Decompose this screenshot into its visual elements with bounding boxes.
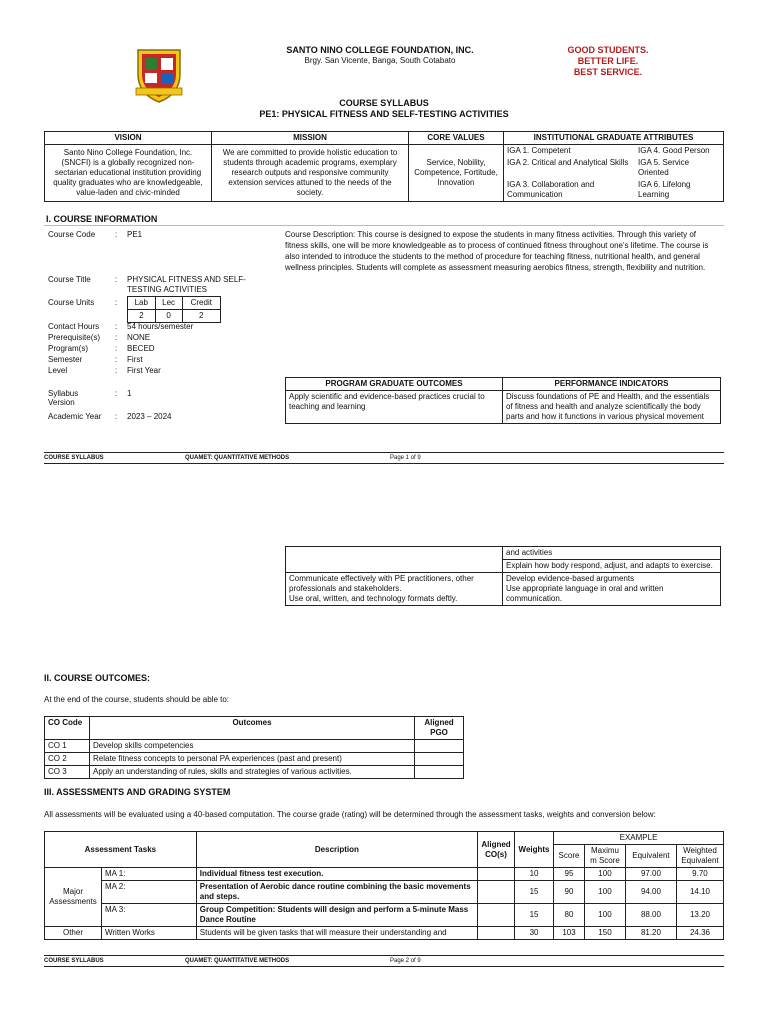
- indicator-cell: and activities: [503, 547, 721, 560]
- course-title-heading: PE1: PHYSICAL FITNESS AND SELF-TESTING ACTIVITIES: [259, 109, 509, 119]
- task-max: 150: [585, 927, 626, 940]
- academic-year-label: Academic Year: [48, 412, 102, 421]
- core-values-heading: CORE VALUES: [409, 132, 504, 145]
- semester-label: Semester: [48, 355, 83, 364]
- program-label: Program(s): [48, 344, 89, 353]
- mission-heading: MISSION: [212, 132, 409, 145]
- colon: :: [115, 344, 118, 353]
- co-aligned: [415, 740, 464, 753]
- colon: :: [115, 322, 118, 331]
- task-co: [478, 927, 515, 940]
- co-code: CO 1: [45, 740, 90, 753]
- colon: :: [115, 412, 118, 421]
- units-value: 0: [155, 310, 182, 323]
- task-weighted: 14.10: [676, 881, 723, 904]
- task-name: Written Works: [101, 927, 196, 940]
- task-name: MA 3:: [101, 904, 196, 927]
- task-equivalent: 88.00: [625, 904, 676, 927]
- task-max: 100: [585, 881, 626, 904]
- co-outcome: Relate fitness concepts to personal PA experiences (past and present): [90, 753, 415, 766]
- task-co: [478, 904, 515, 927]
- course-info-heading: I. COURSE INFORMATION: [46, 214, 158, 224]
- iga-item: IGA 3. Collaboration and Communication: [504, 179, 636, 202]
- co-aligned: [415, 766, 464, 779]
- co-aligned: [415, 753, 464, 766]
- iga-heading: INSTITUTIONAL GRADUATE ATTRIBUTES: [504, 132, 724, 145]
- equivalent-header: Equivalent: [625, 845, 676, 868]
- co-outcome: Apply an understanding of rules, skills and strategies of various activities.: [90, 766, 415, 779]
- pgo-text: Use oral, written, and technology formats deftly.: [289, 594, 458, 603]
- prerequisite-value: NONE: [127, 333, 151, 342]
- co-code-header: CO Code: [45, 717, 90, 740]
- task-weight: 30: [515, 927, 554, 940]
- task-weighted: 13.20: [676, 904, 723, 927]
- footer-mid: QUAMET: QUANTITATIVE METHODS: [185, 958, 290, 964]
- document-title: COURSE SYLLABUS: [339, 98, 429, 108]
- colon: :: [115, 230, 118, 239]
- task-score: 95: [554, 868, 585, 881]
- program-value: BECED: [127, 344, 155, 353]
- units-header: Lec: [155, 297, 182, 310]
- units-table: [127, 296, 221, 323]
- table-row: [45, 753, 464, 766]
- table-row: [45, 881, 724, 904]
- aligned-pgo-header: Aligned PGO: [415, 717, 464, 740]
- task-equivalent: 97.00: [625, 868, 676, 881]
- table-row: [45, 766, 464, 779]
- vision-mission-table: [44, 131, 724, 202]
- score-header: Score: [554, 845, 585, 868]
- colon: :: [115, 389, 118, 398]
- academic-year-value: 2023 – 2024: [127, 412, 172, 421]
- task-name: MA 1:: [101, 868, 196, 881]
- school-logo: [132, 44, 186, 104]
- course-description: Course Description: This course is designed to expose the students in many fitness activities. Through this variety of fitness skills, one will be more knowledgeable as to process of continued fitness throughout one's lifetime. The course is also intended to introduce the students to the method of procedure for teaching fitness, nutritional health, and general wellness principles. Students will complete as assessment measuring aerobics fitness, strength, flexibility and nutrition.: [285, 230, 709, 272]
- indicator-cell: [503, 573, 721, 606]
- motto-line-3: BEST SERVICE.: [573, 67, 643, 77]
- vision-text: Santo Nino College Foundation, Inc. (SNCFI) is a globally recognized non-sectarian educational institution providing quality graduates who are knowledgeable, value-laden and civic-minded: [45, 145, 212, 202]
- iga-item: IGA 6. Lifelong Learning: [635, 179, 724, 202]
- colon: :: [115, 298, 118, 307]
- task-max: 100: [585, 904, 626, 927]
- mission-text: We are committed to provide holistic education to students through academic programs, exemplary research outputs and responsive community extension services attuned to the needs of the society.: [212, 145, 409, 202]
- task-description: Presentation of Aerobic dance routine combining the basic movements and steps.: [196, 881, 477, 904]
- pgo-cell: Apply scientific and evidence-based practices crucial to teaching and learning: [286, 391, 503, 424]
- task-co: [478, 868, 515, 881]
- task-score: 90: [554, 881, 585, 904]
- core-values-text: Service, Nobility, Competence, Fortitude, Innovation: [409, 145, 504, 202]
- vision-heading: VISION: [45, 132, 212, 145]
- syllabus-version-label: [48, 389, 78, 407]
- task-weight: 10: [515, 868, 554, 881]
- course-units-label: Course Units: [48, 298, 95, 307]
- assessment-intro: All assessments will be evaluated using a 40-based computation. The course grade (rating) will be determined through the assessment tasks, weights and conversion below:: [44, 810, 656, 819]
- indicator-cell: Explain how body respond, adjust, and adapts to exercise.: [503, 560, 721, 573]
- footer-page: Page 2 of 9: [390, 958, 421, 964]
- indicator-text: Develop evidence-based arguments: [506, 574, 635, 583]
- course-outcomes-heading: II. COURSE OUTCOMES:: [44, 673, 151, 683]
- table-row: [45, 927, 724, 940]
- task-name: MA 2:: [101, 881, 196, 904]
- task-weight: 15: [515, 904, 554, 927]
- footer-left: COURSE SYLLABUS: [44, 455, 104, 461]
- course-code-value: PE1: [127, 230, 143, 239]
- contact-hours-label: Contact Hours: [48, 322, 100, 331]
- table-row: [45, 740, 464, 753]
- table-row: [45, 868, 724, 881]
- units-header: Credit: [182, 297, 220, 310]
- course-title-value: PHYSICAL FITNESS AND SELF-TESTING ACTIVITIES: [127, 275, 246, 294]
- indicator-text: Use appropriate language in oral and written communication.: [506, 584, 664, 603]
- colon: :: [115, 366, 118, 375]
- max-score-header: Maximu m Score: [585, 845, 626, 868]
- colon: :: [115, 275, 118, 284]
- colon: :: [115, 333, 118, 342]
- task-equivalent: 81.20: [625, 927, 676, 940]
- task-score: 80: [554, 904, 585, 927]
- units-value: 2: [128, 310, 156, 323]
- motto-line-1: GOOD STUDENTS.: [567, 45, 649, 55]
- level-value: First Year: [127, 366, 161, 375]
- motto: [548, 45, 668, 78]
- assessment-tasks-header: Assessment Tasks: [45, 832, 197, 868]
- weighted-equivalent-header: Weighted Equivalent: [676, 845, 723, 868]
- semester-value: First: [127, 355, 143, 364]
- task-weighted: 24.36: [676, 927, 723, 940]
- task-description: Students will be given tasks that will measure their understanding and: [196, 927, 477, 940]
- co-outcome: Develop skills competencies: [90, 740, 415, 753]
- weights-header: Weights: [515, 832, 554, 868]
- colon: :: [115, 355, 118, 364]
- task-max: 100: [585, 868, 626, 881]
- course-title-label: Course Title: [48, 275, 91, 284]
- units-value: 2: [182, 310, 220, 323]
- course-code-label: Course Code: [48, 230, 96, 239]
- example-header: EXAMPLE: [554, 832, 724, 845]
- aligned-cos-header: Aligned CO(s): [478, 832, 515, 868]
- institution-name: SANTO NINO COLLEGE FOUNDATION, INC.: [286, 45, 474, 55]
- syllabus-version-value: 1: [127, 389, 132, 398]
- course-outcomes-table: [44, 716, 464, 779]
- table-row: [45, 904, 724, 927]
- pgo-header: PROGRAM GRADUATE OUTCOMES: [286, 378, 503, 391]
- footer-page: Page 1 of 9: [390, 455, 421, 461]
- task-weighted: 9.70: [676, 868, 723, 881]
- iga-item: IGA 2. Critical and Analytical Skills: [504, 157, 636, 179]
- institution-address: Brgy. San Vicente, Banga, South Cotabato: [304, 56, 456, 65]
- indicator-cell: Discuss foundations of PE and Health, and the essentials of fitness and health and analyze scientifically the body parts and how it functions in various physical movement: [503, 391, 721, 424]
- task-description: Individual fitness test execution.: [196, 868, 477, 881]
- co-code: CO 2: [45, 753, 90, 766]
- other-label: Other: [45, 927, 102, 940]
- level-label: Level: [48, 366, 68, 375]
- iga-item: IGA 5. Service Oriented: [635, 157, 724, 179]
- units-header: Lab: [128, 297, 156, 310]
- assessment-heading: III. ASSESSMENTS AND GRADING SYSTEM: [44, 787, 231, 797]
- iga-item: IGA 1. Competent: [504, 145, 636, 158]
- task-weight: 15: [515, 881, 554, 904]
- description-header: Description: [196, 832, 477, 868]
- version-label-line: Version: [48, 398, 75, 407]
- outcomes-header: Outcomes: [90, 717, 415, 740]
- footer-mid: QUAMET: QUANTITATIVE METHODS: [185, 455, 290, 461]
- footer-left: COURSE SYLLABUS: [44, 958, 104, 964]
- motto-line-2: BETTER LIFE.: [577, 56, 639, 66]
- assessment-table: [44, 831, 724, 940]
- task-equivalent: 94.00: [625, 881, 676, 904]
- task-score: 103: [554, 927, 585, 940]
- course-outcomes-intro: At the end of the course, students should be able to:: [44, 695, 230, 704]
- pgo-cell: [286, 573, 503, 606]
- pgo-text: Communicate effectively with PE practitioners, other professionals and stakeholders.: [289, 574, 474, 593]
- iga-item: IGA 4. Good Person: [635, 145, 724, 158]
- co-code: CO 3: [45, 766, 90, 779]
- task-co: [478, 881, 515, 904]
- syllabus-label-line: Syllabus: [48, 389, 79, 398]
- pgo-table-continued: [285, 546, 721, 606]
- pgo-cell: [286, 547, 503, 573]
- task-description: Group Competition: Students will design and perform a 5-minute Mass Dance Routine: [196, 904, 477, 927]
- pgo-table: [285, 377, 721, 424]
- contact-hours-value: 54 hours/semester: [127, 322, 194, 331]
- prerequisite-label: Prerequisite(s): [48, 333, 101, 342]
- major-assessments-label: Major Assessments: [45, 868, 102, 927]
- performance-indicators-header: PERFORMANCE INDICATORS: [503, 378, 721, 391]
